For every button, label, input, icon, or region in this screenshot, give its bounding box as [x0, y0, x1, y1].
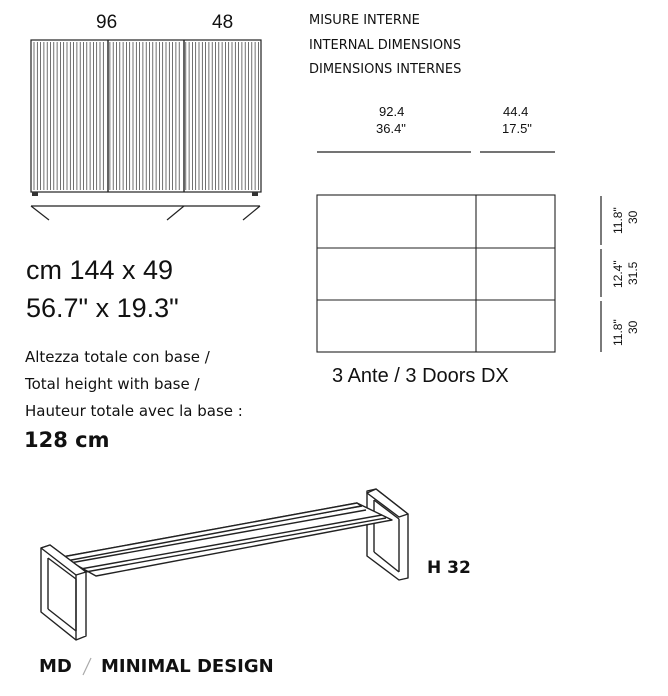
row3-height-cm: 30 — [626, 320, 640, 334]
row2-height-in: 12.4" — [611, 260, 625, 288]
brand-code: MD — [39, 656, 72, 677]
row1-height-cm: 30 — [626, 210, 640, 224]
height-label-it: Altezza totale con base / — [25, 348, 210, 366]
internal-title-en: INTERNAL DIMENSIONS — [309, 38, 462, 53]
internal-col2-cm: 44.4 — [503, 104, 529, 119]
internal-caption: 3 Ante / 3 Doors DX — [332, 365, 509, 387]
height-value: 128 cm — [24, 428, 110, 452]
base-frame-drawing — [41, 489, 408, 640]
cabinet-dimensions-cm: cm 144 x 49 — [26, 255, 174, 285]
cabinet-dimensions-in: 56.7" x 19.3" — [26, 293, 179, 323]
cabinet-front-view — [31, 40, 261, 196]
internal-title-it: MISURE INTERNE — [309, 13, 420, 28]
row1-height-in: 11.8" — [611, 207, 625, 234]
height-label-en: Total height with base / — [25, 375, 200, 393]
row3-height-in: 11.8" — [611, 319, 625, 346]
internal-col1-cm: 92.4 — [379, 104, 405, 119]
brand-slash — [83, 658, 91, 675]
internal-col2-in: 17.5" — [502, 121, 532, 136]
brand-name: MINIMAL DESIGN — [101, 656, 274, 677]
row2-height-cm: 31.5 — [626, 261, 640, 285]
internal-title-fr: DIMENSIONS INTERNES — [309, 62, 462, 77]
base-height-label: H 32 — [427, 558, 471, 578]
height-label-fr: Hauteur totale avec la base : — [25, 402, 243, 420]
cabinet-plan-outline — [31, 206, 260, 220]
cabinet-width-left: 96 — [96, 12, 118, 33]
internal-col1-in: 36.4" — [376, 121, 406, 136]
internal-compartments — [317, 195, 555, 352]
cabinet-width-right: 48 — [212, 12, 234, 33]
